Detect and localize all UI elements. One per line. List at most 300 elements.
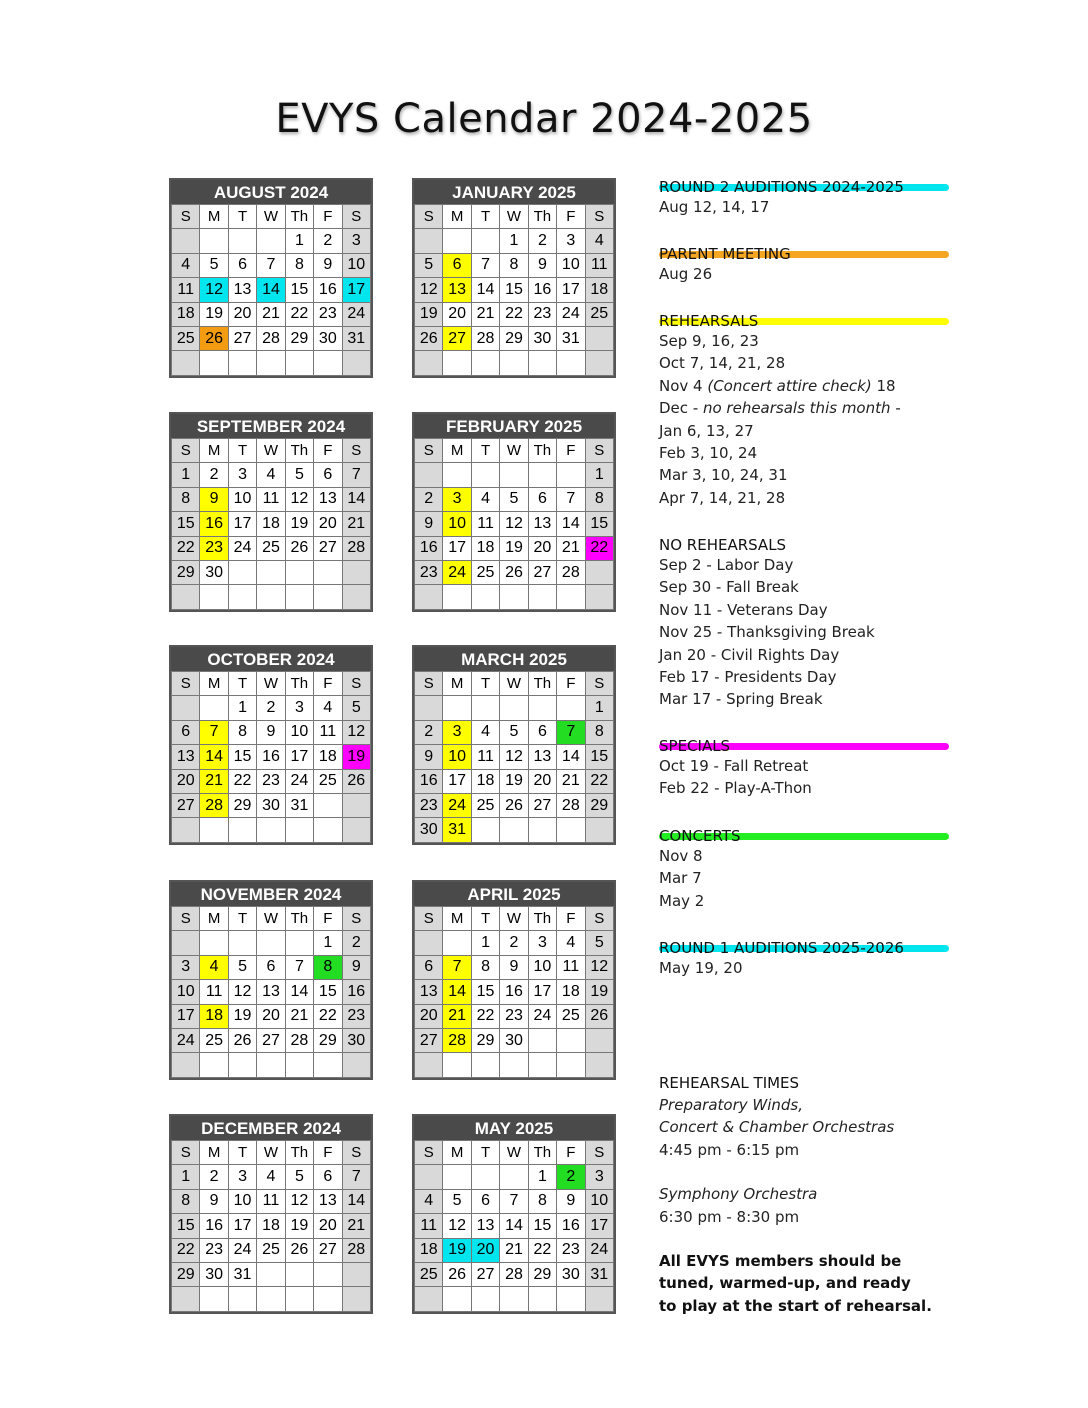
day-cell: 8 [228,720,256,744]
day-cell: 3 [528,931,556,955]
day-cell: 9 [342,955,370,979]
week-row [415,1004,614,1028]
empty-day-cell [257,1262,285,1286]
day-cell: 13 [471,1214,499,1238]
day-cell: 20 [443,302,471,326]
day-cell: 23 [200,536,228,560]
empty-day-cell [415,351,443,375]
specials-section [659,737,959,800]
day-cell: 12 [285,1189,313,1213]
empty-day-cell [557,463,585,487]
day-cell: 16 [528,278,556,302]
page-title: EVYS Calendar 2024-2025 [275,96,813,142]
empty-day-cell [285,1287,313,1311]
empty-day-cell [314,1287,342,1311]
day-cell: 10 [443,512,471,536]
day-cell: 29 [285,326,313,350]
empty-day-cell [557,1053,585,1077]
month-calendar [412,880,616,1080]
day-cell: 14 [342,1189,370,1213]
empty-day-cell [200,351,228,375]
month-title: MARCH 2025 [414,647,614,671]
weekday-label: W [500,439,528,463]
week-row [172,229,371,253]
day-cell: 20 [257,1004,285,1028]
week-row [415,980,614,1004]
day-cell: 6 [443,253,471,277]
day-cell: 5 [342,696,370,720]
day-cell: 4 [471,720,499,744]
weekday-header-row [415,439,614,463]
month-title: SEPTEMBER 2024 [171,414,371,438]
empty-day-cell [172,1287,200,1311]
section-heading [659,178,959,196]
weekday-label: W [500,672,528,696]
day-cell: 18 [172,302,200,326]
day-cell: 26 [585,1004,613,1028]
day-cell: 20 [228,302,256,326]
day-cell: 3 [342,229,370,253]
day-cell: 20 [415,1004,443,1028]
day-cell: 9 [557,1189,585,1213]
day-cell: 17 [285,745,313,769]
day-cell: 19 [285,512,313,536]
empty-day-cell [471,1165,499,1189]
day-cell: 28 [200,793,228,817]
week-row [172,253,371,277]
day-cell: 15 [528,1214,556,1238]
parent-meeting-section [659,245,959,285]
empty-day-cell [471,1053,499,1077]
week-row [415,560,614,584]
date-line: Oct 19 - Fall Retreat [659,757,809,775]
day-cell: 6 [415,955,443,979]
week-row [172,1214,371,1238]
day-cell: 1 [500,229,528,253]
week-row [172,1189,371,1213]
empty-day-cell [172,696,200,720]
week-row [415,793,614,817]
weekday-label: S [415,439,443,463]
empty-day-cell [528,1287,556,1311]
week-row [415,487,614,511]
weekday-label: T [228,1141,256,1165]
day-cell: 23 [500,1004,528,1028]
weekday-label: S [172,1141,200,1165]
empty-day-cell [172,229,200,253]
empty-day-cell [500,818,528,842]
week-row [172,1165,371,1189]
date-text: 18 [871,376,896,395]
weekday-label: W [257,672,285,696]
day-cell: 25 [557,1004,585,1028]
month-title: NOVEMBER 2024 [171,882,371,906]
empty-day-cell [585,560,613,584]
day-cell: 27 [172,793,200,817]
day-cell: 2 [415,487,443,511]
empty-day-cell [257,560,285,584]
empty-day-cell [415,585,443,609]
empty-day-cell [200,818,228,842]
empty-day-cell [257,818,285,842]
day-cell: 3 [557,229,585,253]
week-row [415,720,614,744]
weekday-label: S [415,1141,443,1165]
day-cell: 14 [285,980,313,1004]
empty-day-cell [228,229,256,253]
day-cell: 18 [471,769,499,793]
section-heading [659,536,959,554]
day-cell: 24 [342,302,370,326]
day-cell: 14 [443,980,471,1004]
day-cell: 22 [500,302,528,326]
day-cell: 2 [314,229,342,253]
empty-day-cell [200,696,228,720]
week-row [172,955,371,979]
empty-day-cell [500,585,528,609]
calendar-grid [414,671,614,843]
day-cell: 17 [172,1004,200,1028]
empty-day-cell [528,1028,556,1052]
day-cell: 11 [257,1189,285,1213]
empty-day-cell [257,229,285,253]
day-cell: 16 [415,536,443,560]
day-cell: 30 [415,818,443,842]
day-cell: 14 [500,1214,528,1238]
group-name: Symphony Orchestra [659,1185,818,1204]
week-row [172,1028,371,1052]
day-cell: 24 [172,1028,200,1052]
day-cell: 12 [200,278,228,302]
day-cell: 1 [172,1165,200,1189]
day-cell: 28 [443,1028,471,1052]
day-cell: 18 [415,1238,443,1262]
calendar-grid [171,204,371,376]
week-row [415,253,614,277]
day-cell: 17 [528,980,556,1004]
week-row [172,793,371,817]
section-heading [659,312,959,330]
empty-day-cell [443,229,471,253]
day-cell: 15 [585,512,613,536]
day-cell: 17 [228,512,256,536]
calendar-grid [171,906,371,1078]
day-cell: 2 [557,1165,585,1189]
weekday-label: Th [528,205,556,229]
month-calendar [169,1114,373,1314]
day-cell: 11 [471,745,499,769]
day-cell: 27 [228,326,256,350]
day-cell: 21 [557,536,585,560]
weekday-label: T [471,439,499,463]
week-row [415,769,614,793]
section-heading [659,245,959,263]
day-cell: 8 [172,1189,200,1213]
empty-day-cell [585,1028,613,1052]
day-cell: 25 [314,769,342,793]
empty-day-cell [557,351,585,375]
empty-day-cell [285,585,313,609]
day-cell: 19 [285,1214,313,1238]
week-row [172,1004,371,1028]
calendar-grid [171,438,371,610]
week-row [172,278,371,302]
day-cell: 9 [500,955,528,979]
day-cell: 10 [172,980,200,1004]
weekday-label: M [200,672,228,696]
empty-day-cell [585,351,613,375]
month-title: APRIL 2025 [414,882,614,906]
day-cell: 27 [314,536,342,560]
week-row [172,745,371,769]
month-calendar [412,1114,616,1314]
weekday-label: Th [285,205,313,229]
section-heading [659,827,959,845]
empty-day-cell [314,560,342,584]
empty-day-cell [500,696,528,720]
day-cell: 23 [557,1238,585,1262]
day-cell: 22 [314,1004,342,1028]
day-cell: 23 [314,302,342,326]
day-cell: 1 [528,1165,556,1189]
day-cell: 10 [228,1189,256,1213]
day-cell: 28 [471,326,499,350]
weekday-label: W [257,439,285,463]
day-cell: 28 [285,1028,313,1052]
empty-day-cell [557,696,585,720]
members-note: All EVYS members should be [659,1251,902,1270]
day-cell: 16 [557,1214,585,1238]
day-cell: 7 [342,1165,370,1189]
empty-day-cell [285,560,313,584]
empty-day-cell [443,585,471,609]
day-cell: 2 [200,463,228,487]
day-cell: 9 [314,253,342,277]
day-cell: 2 [500,931,528,955]
day-cell: 30 [557,1262,585,1286]
weekday-header-row [415,672,614,696]
weekday-label: F [557,1141,585,1165]
calendar-grid [171,671,371,843]
week-row [415,955,614,979]
empty-day-cell [228,560,256,584]
time-range: 4:45 pm - 6:15 pm [659,1140,800,1159]
weekday-label: M [443,439,471,463]
week-row [172,720,371,744]
day-cell: 14 [257,278,285,302]
weekday-label: S [342,205,370,229]
weekday-label: T [471,907,499,931]
day-cell: 12 [500,745,528,769]
day-cell: 10 [228,487,256,511]
day-cell: 28 [342,536,370,560]
day-cell: 22 [528,1238,556,1262]
day-cell: 22 [471,1004,499,1028]
day-cell: 7 [342,463,370,487]
weekday-header-row [415,205,614,229]
empty-day-cell [172,1053,200,1077]
day-cell: 20 [172,769,200,793]
weekday-label: S [172,205,200,229]
day-cell: 28 [500,1262,528,1286]
empty-day-cell [172,585,200,609]
day-cell: 3 [172,955,200,979]
weekday-label: M [443,672,471,696]
day-cell: 26 [285,536,313,560]
day-cell: 22 [585,769,613,793]
day-cell: 13 [257,980,285,1004]
empty-day-cell [471,229,499,253]
day-cell: 13 [528,512,556,536]
week-row [172,769,371,793]
week-row [415,1053,614,1077]
day-cell: 23 [200,1238,228,1262]
weekday-label: S [585,205,613,229]
day-cell: 31 [228,1262,256,1286]
day-cell: 15 [172,512,200,536]
date-line: Oct 7, 14, 21, 28 [659,354,786,373]
day-cell: 10 [342,253,370,277]
week-row [415,229,614,253]
day-cell: 16 [200,512,228,536]
empty-day-cell [500,351,528,375]
weekday-label: M [443,205,471,229]
empty-day-cell [342,1287,370,1311]
day-cell: 18 [200,1004,228,1028]
weekday-label: W [257,1141,285,1165]
weekday-label: Th [285,672,313,696]
month-title: JANUARY 2025 [414,180,614,204]
day-cell: 8 [500,253,528,277]
day-cell: 8 [172,487,200,511]
day-cell: 11 [585,253,613,277]
week-row [172,536,371,560]
day-cell: 8 [528,1189,556,1213]
empty-day-cell [443,463,471,487]
weekday-label: S [172,439,200,463]
day-cell: 15 [585,745,613,769]
day-cell: 25 [415,1262,443,1286]
day-cell: 1 [285,229,313,253]
day-cell: 8 [585,720,613,744]
weekday-label: Th [528,1141,556,1165]
empty-day-cell [528,696,556,720]
day-cell: 23 [342,1004,370,1028]
empty-day-cell [314,1053,342,1077]
weekday-label: W [257,907,285,931]
day-cell: 12 [228,980,256,1004]
month-calendar [169,645,373,845]
day-cell: 11 [200,980,228,1004]
empty-day-cell [228,585,256,609]
day-cell: 9 [200,1189,228,1213]
weekday-header-row [415,907,614,931]
weekday-label: Th [528,672,556,696]
week-row [172,696,371,720]
empty-day-cell [471,696,499,720]
week-row [172,512,371,536]
weekday-label: Th [285,1141,313,1165]
empty-day-cell [585,1287,613,1311]
day-cell: 16 [342,980,370,1004]
weekday-label: S [342,439,370,463]
empty-day-cell [257,1053,285,1077]
weekday-label: Th [285,907,313,931]
day-cell: 22 [585,536,613,560]
date-line: Feb 3, 10, 24 [659,443,758,462]
round1-auditions-section [659,939,959,979]
day-cell: 6 [228,253,256,277]
weekday-label: S [415,205,443,229]
weekday-label: Th [285,439,313,463]
day-cell: 3 [285,696,313,720]
empty-day-cell [172,818,200,842]
day-cell: 26 [443,1262,471,1286]
day-cell: 20 [314,1214,342,1238]
date-line: Nov 25 - Thanksgiving Break [659,623,875,642]
week-row [172,1287,371,1311]
month-calendar [412,412,616,612]
day-cell: 15 [172,1214,200,1238]
date-line: Mar 7 [659,869,702,888]
day-cell: 14 [557,745,585,769]
day-cell: 18 [257,512,285,536]
weekday-label: W [257,205,285,229]
day-cell: 11 [314,720,342,744]
day-cell: 31 [285,793,313,817]
rehearsal-times-section [659,1072,979,1317]
section-heading [659,737,959,755]
week-row [172,302,371,326]
day-cell: 30 [528,326,556,350]
day-cell: 17 [443,536,471,560]
empty-day-cell [500,1053,528,1077]
day-cell: 21 [342,512,370,536]
day-cell: 10 [557,253,585,277]
day-cell: 2 [528,229,556,253]
empty-day-cell [314,1262,342,1286]
empty-day-cell [342,818,370,842]
day-cell: 4 [471,487,499,511]
empty-day-cell [285,931,313,955]
date-note: - no rehearsals this month - [692,399,901,418]
day-cell: 24 [443,793,471,817]
empty-day-cell [528,1053,556,1077]
day-cell: 13 [172,745,200,769]
day-cell: 12 [500,512,528,536]
empty-day-cell [415,1053,443,1077]
day-cell: 26 [500,793,528,817]
week-row [172,326,371,350]
empty-day-cell [415,229,443,253]
day-cell: 6 [528,487,556,511]
weekday-label: Th [528,439,556,463]
empty-day-cell [443,931,471,955]
empty-day-cell [228,931,256,955]
day-cell: 11 [471,512,499,536]
day-cell: 30 [257,793,285,817]
day-cell: 6 [314,1165,342,1189]
day-cell: 16 [500,980,528,1004]
empty-day-cell [172,931,200,955]
day-cell: 8 [314,955,342,979]
day-cell: 16 [314,278,342,302]
empty-day-cell [415,696,443,720]
day-cell: 12 [443,1214,471,1238]
day-cell: 3 [228,1165,256,1189]
month-calendar [412,645,616,845]
day-cell: 30 [200,560,228,584]
